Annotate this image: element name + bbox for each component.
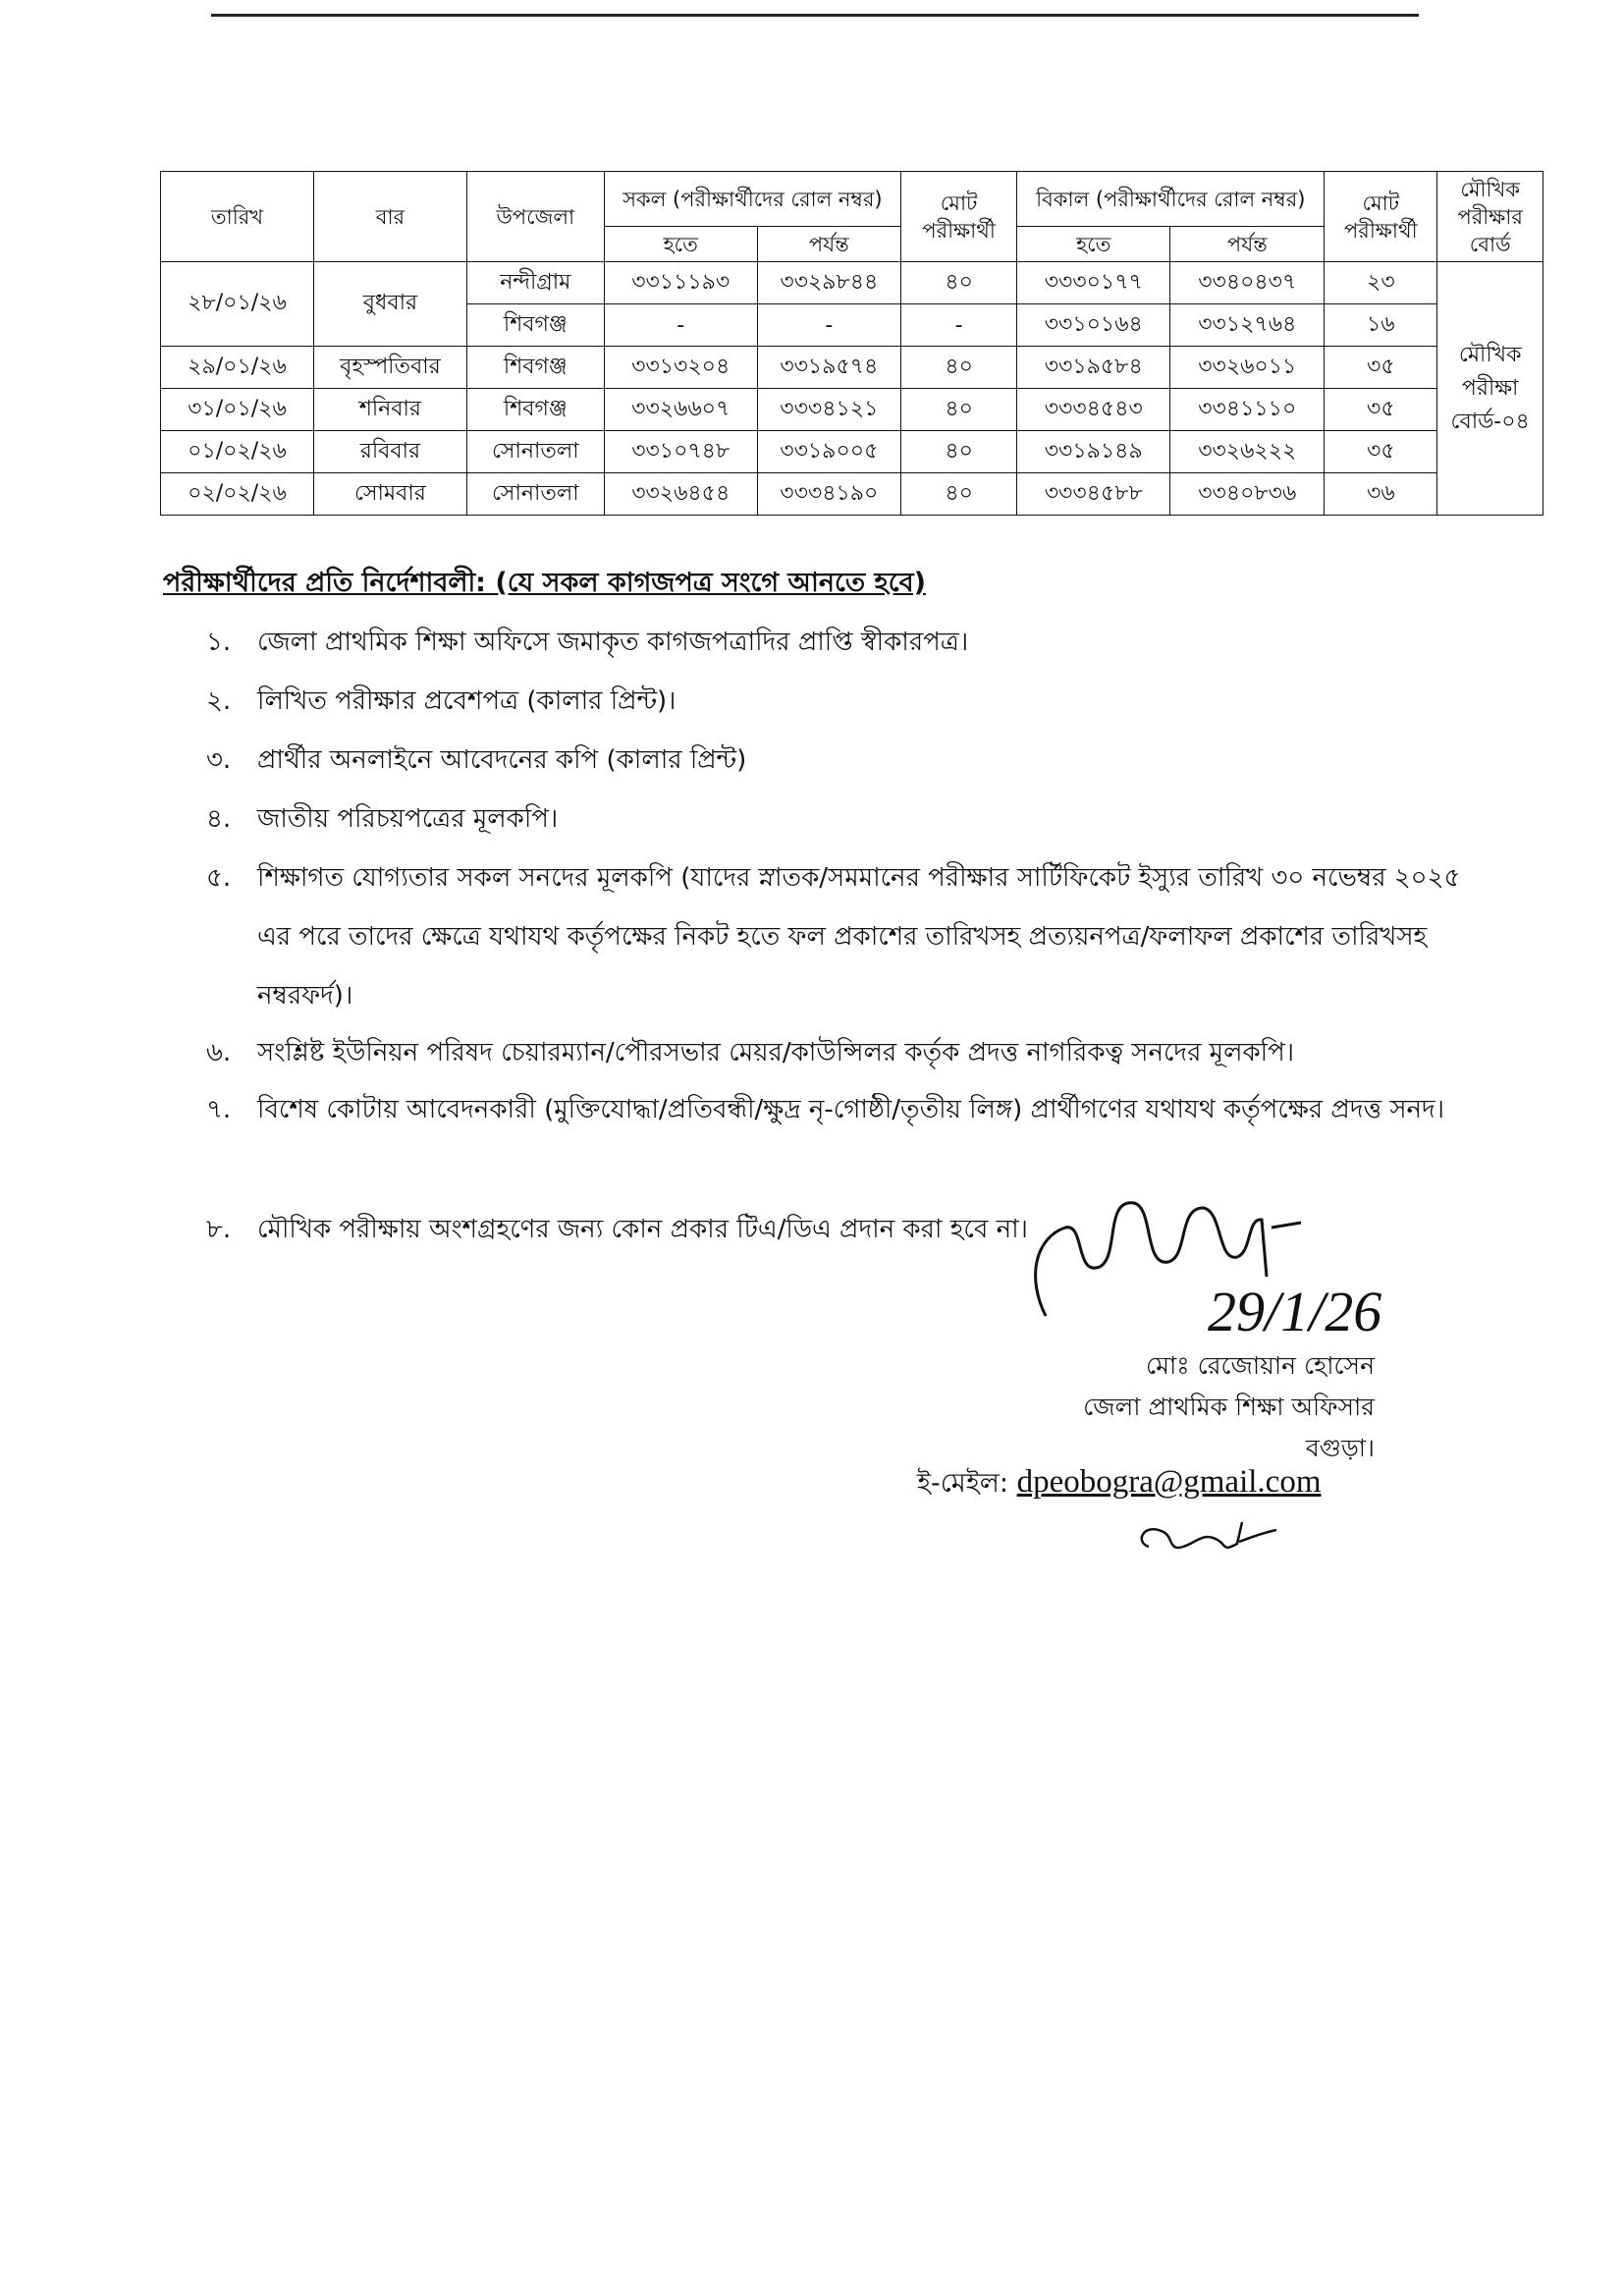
morning-total-cell: ৪০	[900, 389, 1016, 431]
instructions-title: পরীক্ষার্থীদের প্রতি নির্দেশাবলী: (যে সকল কাগজপত্র সংগে আনতে হবে)	[163, 568, 926, 598]
officer-location: বগুড়া।	[1305, 1434, 1375, 1462]
afternoon-from-cell: ৩৩১৯৫৮৪	[1017, 347, 1170, 389]
board-cell: মৌখিক পরীক্ষা বোর্ড-০৪	[1437, 262, 1543, 516]
instruction-text: শিক্ষাগত যোগ্যতার সকল সনদের মূলকপি (যাদের স্নাতক/সমমানের পরীক্ষার সার্টিফিকেট ইস্যুর তারিখ ৩০ নভেম্বর ২০২৫ এর পরে তাদের ক্ষেত্রে যথাযথ কর্তৃপক্ষের নিকট হতে ফল প্রকাশের তারিখসহ প্রত্যয়নপত্র/ফলাফল প্রকাশের তারিখসহ নম্বরফর্দ)।	[257, 863, 1461, 1011]
instruction-number: ৫.	[206, 863, 232, 893]
header-afternoon-to: পর্যন্ত	[1170, 227, 1325, 262]
header-afternoon-from: হতে	[1017, 227, 1170, 262]
instruction-item	[206, 731, 1483, 790]
header-upazila: উপজেলা	[466, 172, 604, 262]
morning-from-cell: -	[604, 304, 757, 347]
table-row	[161, 347, 1543, 389]
top-scan-line	[211, 14, 1419, 17]
instruction-item	[206, 672, 1483, 731]
exam-schedule-table	[160, 171, 1543, 516]
day-cell: বৃহস্পতিবার	[313, 347, 466, 389]
instruction-text: লিখিত পরীক্ষার প্রবেশপত্র (কালার প্রিন্ট)।	[257, 686, 677, 716]
day-cell: রবিবার	[313, 431, 466, 473]
instruction-number: ৮.	[206, 1215, 232, 1244]
officer-name: মোঃ রেজোয়ান হোসেন	[1146, 1351, 1375, 1380]
signature-date: 29/1/26	[1208, 1280, 1382, 1343]
table-row	[161, 473, 1543, 516]
morning-total-cell: -	[900, 304, 1016, 347]
date-cell: ০১/০২/২৬	[161, 431, 314, 473]
instruction-text: সংশ্লিষ্ট ইউনিয়ন পরিষদ চেয়ারম্যান/পৌরসভার মেয়র/কাউন্সিলর কর্তৃক প্রদত্ত নাগরিকত্ব সনদের মূলকপি।	[257, 1038, 1295, 1067]
morning-total-cell: ৪০	[900, 262, 1016, 304]
initial-mark	[1129, 1503, 1286, 1571]
morning-total-cell: ৪০	[900, 473, 1016, 516]
header-date: তারিখ	[161, 172, 314, 262]
day-cell: সোমবার	[313, 473, 466, 516]
email-link[interactable]: dpeobogra@gmail.com	[1016, 1464, 1322, 1500]
afternoon-from-cell: ৩৩৩৪৫৪৩	[1017, 389, 1170, 431]
signature-block	[943, 1345, 1375, 1469]
instruction-number: ১.	[206, 628, 232, 657]
header-morning: সকল (পরীক্ষার্থীদের রোল নম্বর)	[604, 172, 900, 227]
morning-to-cell: ৩৩৩৪১৯০	[757, 473, 900, 516]
morning-from-cell: ৩৩২৬৬০৭	[604, 389, 757, 431]
instruction-item	[206, 613, 1483, 672]
instruction-number: ৭.	[206, 1095, 232, 1124]
date-cell: ২৯/০১/২৬	[161, 347, 314, 389]
date-cell: ২৮/০১/২৬	[161, 262, 314, 347]
instruction-number: ২.	[206, 686, 232, 716]
afternoon-total-cell: ১৬	[1325, 304, 1437, 347]
upazila-cell: সোনাতলা	[466, 431, 604, 473]
instruction-text: প্রার্থীর অনলাইনে আবেদনের কপি (কালার প্রিন্ট)	[257, 745, 747, 775]
upazila-cell: সোনাতলা	[466, 473, 604, 516]
date-cell: ৩১/০১/২৬	[161, 389, 314, 431]
afternoon-from-cell: ৩৩১০১৬৪	[1017, 304, 1170, 347]
header-morning-from: হতে	[604, 227, 757, 262]
instruction-text: জাতীয় পরিচয়পত্রের মূলকপি।	[257, 804, 559, 834]
morning-to-cell: -	[757, 304, 900, 347]
day-cell: বুধবার	[313, 262, 466, 347]
afternoon-to-cell: ৩৩৪০৮৩৬	[1170, 473, 1325, 516]
date-cell: ০২/০২/২৬	[161, 473, 314, 516]
instruction-item	[206, 848, 1483, 1025]
morning-from-cell: ৩৩১১১৯৩	[604, 262, 757, 304]
table-row	[161, 389, 1543, 431]
instruction-item	[206, 790, 1483, 848]
instruction-number: ৪.	[206, 804, 232, 834]
afternoon-to-cell: ৩৩২৬০১১	[1170, 347, 1325, 389]
morning-from-cell: ৩৩২৬৪৫৪	[604, 473, 757, 516]
instruction-text: জেলা প্রাথমিক শিক্ষা অফিসে জমাকৃত কাগজপত্রাদির প্রাপ্তি স্বীকারপত্র।	[257, 628, 969, 657]
afternoon-from-cell: ৩৩৩৪৫৮৮	[1017, 473, 1170, 516]
upazila-cell: শিবগঞ্জ	[466, 389, 604, 431]
morning-from-cell: ৩৩১০৭৪৮	[604, 431, 757, 473]
morning-to-cell: ৩৩১৯৫৭৪	[757, 347, 900, 389]
email-line	[917, 1463, 1369, 1507]
upazila-cell: শিবগঞ্জ	[466, 304, 604, 347]
morning-total-cell: ৪০	[900, 347, 1016, 389]
instruction-number: ৩.	[206, 745, 232, 775]
afternoon-total-cell: ৩৫	[1325, 389, 1437, 431]
day-cell: শনিবার	[313, 389, 466, 431]
instruction-number: ৬.	[206, 1038, 232, 1067]
instruction-item	[206, 1023, 1483, 1082]
afternoon-total-cell: ৩৫	[1325, 431, 1437, 473]
header-afternoon: বিকাল (পরীক্ষার্থীদের রোল নম্বর)	[1017, 172, 1325, 227]
table-row	[161, 262, 1543, 304]
upazila-cell: নন্দীগ্রাম	[466, 262, 604, 304]
header-morning-total: মোট পরীক্ষার্থী	[900, 172, 1016, 262]
afternoon-total-cell: ৩৫	[1325, 347, 1437, 389]
afternoon-to-cell: ৩৩৪০৪৩৭	[1170, 262, 1325, 304]
afternoon-from-cell: ৩৩১৯১৪৯	[1017, 431, 1170, 473]
header-afternoon-total: মোট পরীক্ষার্থী	[1325, 172, 1437, 262]
upazila-cell: শিবগঞ্জ	[466, 347, 604, 389]
email-label: ই-মেইল:	[917, 1468, 1008, 1499]
morning-total-cell: ৪০	[900, 431, 1016, 473]
header-day: বার	[313, 172, 466, 262]
afternoon-to-cell: ৩৩৪১১১০	[1170, 389, 1325, 431]
morning-to-cell: ৩৩২৯৮৪৪	[757, 262, 900, 304]
instruction-text: বিশেষ কোটায় আবেদনকারী (মুক্তিযোদ্ধা/প্রতিবন্ধী/ক্ষুদ্র নৃ-গোষ্ঠী/তৃতীয় লিঙ্গ) প্রার্থীগণের যথাযথ কর্তৃপক্ষের প্রদত্ত সনদ।	[257, 1095, 1444, 1124]
morning-to-cell: ৩৩৩৪১২১	[757, 389, 900, 431]
instruction-text: মৌখিক পরীক্ষায় অংশগ্রহণের জন্য কোন প্রকার টিএ/ডিএ প্রদান করা হবে না।	[257, 1215, 1028, 1244]
header-morning-to: পর্যন্ত	[757, 227, 900, 262]
afternoon-to-cell: ৩৩২৬২২২	[1170, 431, 1325, 473]
afternoon-total-cell: ৩৬	[1325, 473, 1437, 516]
table-row	[161, 431, 1543, 473]
afternoon-to-cell: ৩৩১২৭৬৪	[1170, 304, 1325, 347]
header-board: মৌখিক পরীক্ষার বোর্ড	[1437, 172, 1543, 262]
morning-from-cell: ৩৩১৩২০৪	[604, 347, 757, 389]
instruction-item	[206, 1080, 1483, 1139]
handwritten-signature	[1006, 1169, 1419, 1355]
afternoon-total-cell: ২৩	[1325, 262, 1437, 304]
officer-designation: জেলা প্রাথমিক শিক্ষা অফিসার	[1083, 1393, 1375, 1421]
afternoon-from-cell: ৩৩৩০১৭৭	[1017, 262, 1170, 304]
morning-to-cell: ৩৩১৯০০৫	[757, 431, 900, 473]
